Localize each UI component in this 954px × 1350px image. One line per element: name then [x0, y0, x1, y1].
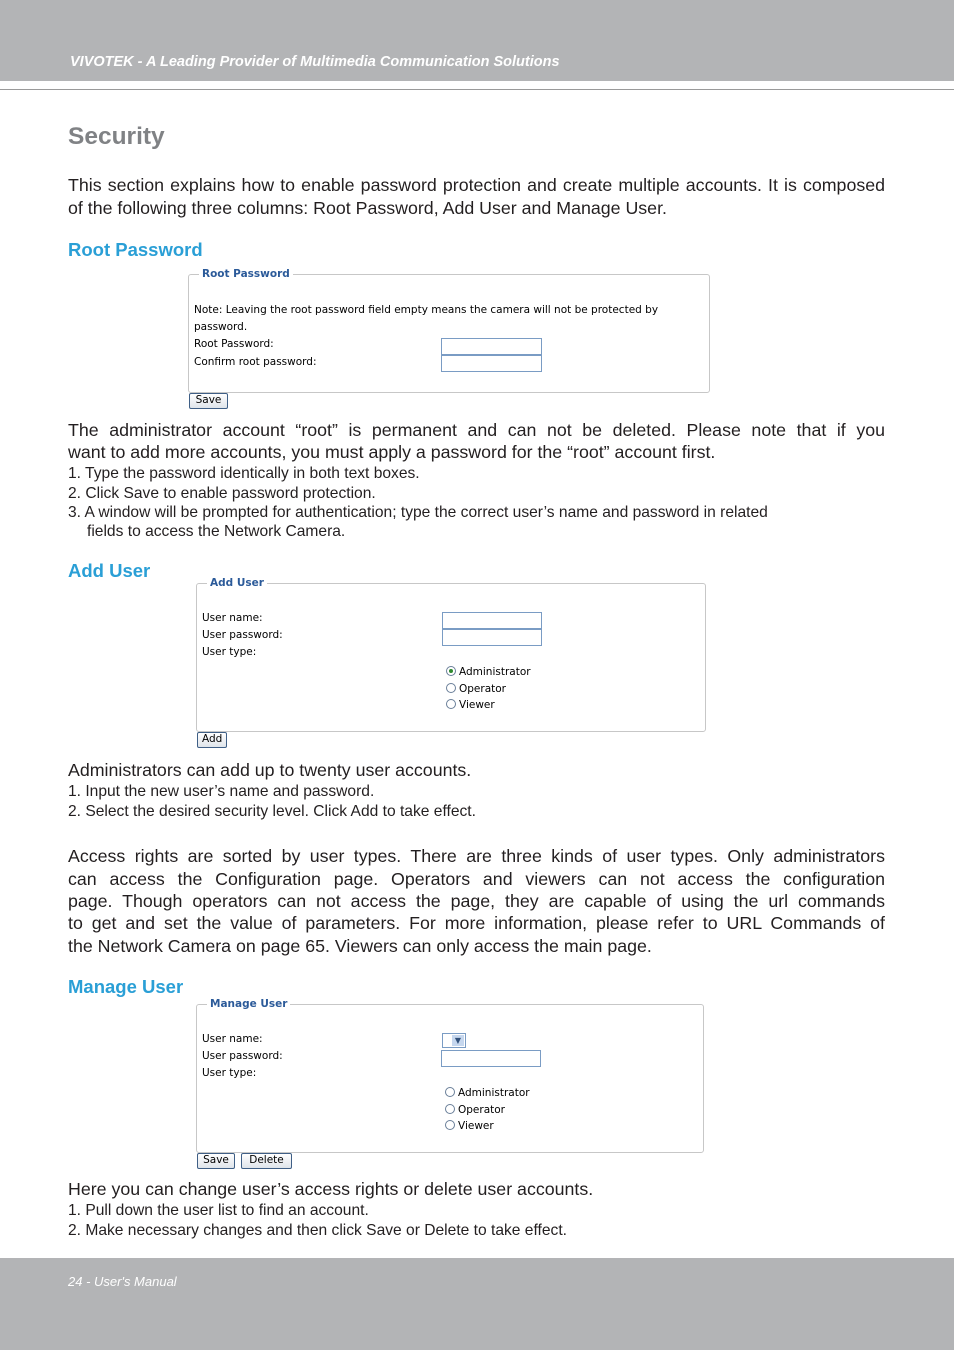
add-user-button[interactable]: Add [197, 732, 227, 748]
footer-band [0, 1258, 954, 1350]
root-step-3-cont: fields to access the Network Camera. [87, 523, 346, 540]
access-line-4 [68, 912, 885, 934]
add-user-type-label: User type: [202, 646, 257, 658]
add-user-password-input[interactable] [442, 629, 542, 646]
root-step-2: 2. Click Save to enable password protection. [68, 485, 376, 502]
manage-user-heading: Manage User [68, 976, 184, 997]
manage-save-button[interactable]: Save [197, 1153, 235, 1169]
add-user-heading: Add User [68, 560, 151, 581]
footer-page-label: 24 - User's Manual [68, 1274, 177, 1289]
manage-user-name-select[interactable] [442, 1033, 466, 1048]
add-user-panel [196, 577, 706, 732]
root-password-note-line1: Note: Leaving the root password field empty means the camera will not be protected by [194, 304, 659, 316]
root-para-line1-text: The administrator account “root” is permanent and can not be deleted. Please note that if you [68, 420, 885, 440]
add-user-type-viewer-label: Viewer [459, 699, 495, 711]
add-user-name-label: User name: [202, 612, 263, 624]
add-user-step-1: 1. Input the new user’s name and password. [68, 783, 375, 800]
add-user-type-administrator-label: Administrator [459, 666, 531, 678]
manage-user-panel [196, 998, 704, 1153]
manage-user-radio-viewer[interactable] [445, 1120, 455, 1130]
access-line-2 [68, 868, 885, 890]
access-line-5: the Network Camera on page 65. Viewers can only access the main page. [68, 936, 652, 956]
add-user-radio-administrator[interactable] [446, 666, 456, 676]
chevron-down-icon: ▼ [452, 1035, 464, 1046]
add-user-type-operator-label: Operator [459, 683, 506, 695]
page-title: Security [68, 123, 165, 150]
manage-user-radio-operator[interactable] [445, 1104, 455, 1114]
root-para-line2: want to add more accounts, you must apply a password for the “root” account first. [68, 442, 716, 462]
manage-user-password-input[interactable] [441, 1050, 541, 1067]
manage-user-radio-administrator[interactable] [445, 1087, 455, 1097]
add-user-para: Administrators can add up to twenty user accounts. [68, 760, 472, 780]
access-line-3 [68, 890, 885, 912]
root-password-legend: Root Password [199, 267, 293, 281]
manage-user-para: Here you can change user’s access rights or delete user accounts. [68, 1179, 594, 1199]
root-save-button[interactable]: Save [189, 393, 228, 409]
access-line-1-text: Access rights are sorted by user types. There are three kinds of user types. Only administrators [68, 846, 885, 866]
confirm-password-input[interactable] [441, 355, 542, 372]
root-password-input[interactable] [441, 338, 542, 355]
confirm-password-label: Confirm root password: [194, 356, 317, 368]
manage-user-type-viewer-label: Viewer [458, 1120, 494, 1132]
intro-paragraph: This section explains how to enable password protection and create multiple accounts. It is composed of the following three columns: Root Password, Add User and Manage User. [68, 175, 885, 218]
root-password-panel [188, 268, 710, 393]
manage-delete-button[interactable]: Delete [241, 1153, 292, 1169]
root-password-label: Root Password: [194, 338, 274, 350]
manage-user-type-label: User type: [202, 1067, 257, 1079]
manage-user-step-2: 2. Make necessary changes and then click Save or Delete to take effect. [68, 1222, 567, 1239]
root-para-line1 [68, 419, 885, 442]
add-user-radio-operator[interactable] [446, 683, 456, 693]
header-title: VIVOTEK - A Leading Provider of Multimedia Communication Solutions [70, 54, 560, 70]
access-line-3-text: page. Though operators can not access the page, they are capable of using the url commands [68, 891, 885, 911]
root-password-note-line2: password. [194, 321, 248, 333]
add-user-radio-viewer[interactable] [446, 699, 456, 709]
add-user-name-input[interactable] [442, 612, 542, 629]
manage-user-step-1: 1. Pull down the user list to find an account. [68, 1202, 369, 1219]
manage-user-type-administrator-label: Administrator [458, 1087, 530, 1099]
manage-user-legend: Manage User [207, 997, 290, 1011]
root-step-3: 3. A window will be prompted for authentication; type the correct user’s name and password in related [68, 504, 768, 521]
access-line-4-text: to get and set the value of parameters. For more information, please refer to URL Commands of [68, 913, 885, 933]
add-user-step-2: 2. Select the desired security level. Click Add to take effect. [68, 803, 476, 820]
root-password-heading: Root Password [68, 239, 203, 260]
root-step-1: 1. Type the password identically in both text boxes. [68, 465, 420, 482]
access-line-2-text: can access the Configuration page. Operators and viewers can not access the configuration [68, 869, 885, 889]
access-line-1 [68, 845, 885, 867]
add-user-password-label: User password: [202, 629, 283, 641]
add-user-legend: Add User [207, 576, 267, 590]
manage-user-password-label: User password: [202, 1050, 283, 1062]
manage-user-type-operator-label: Operator [458, 1104, 505, 1116]
manage-user-name-label: User name: [202, 1033, 263, 1045]
header-divider [0, 89, 954, 90]
